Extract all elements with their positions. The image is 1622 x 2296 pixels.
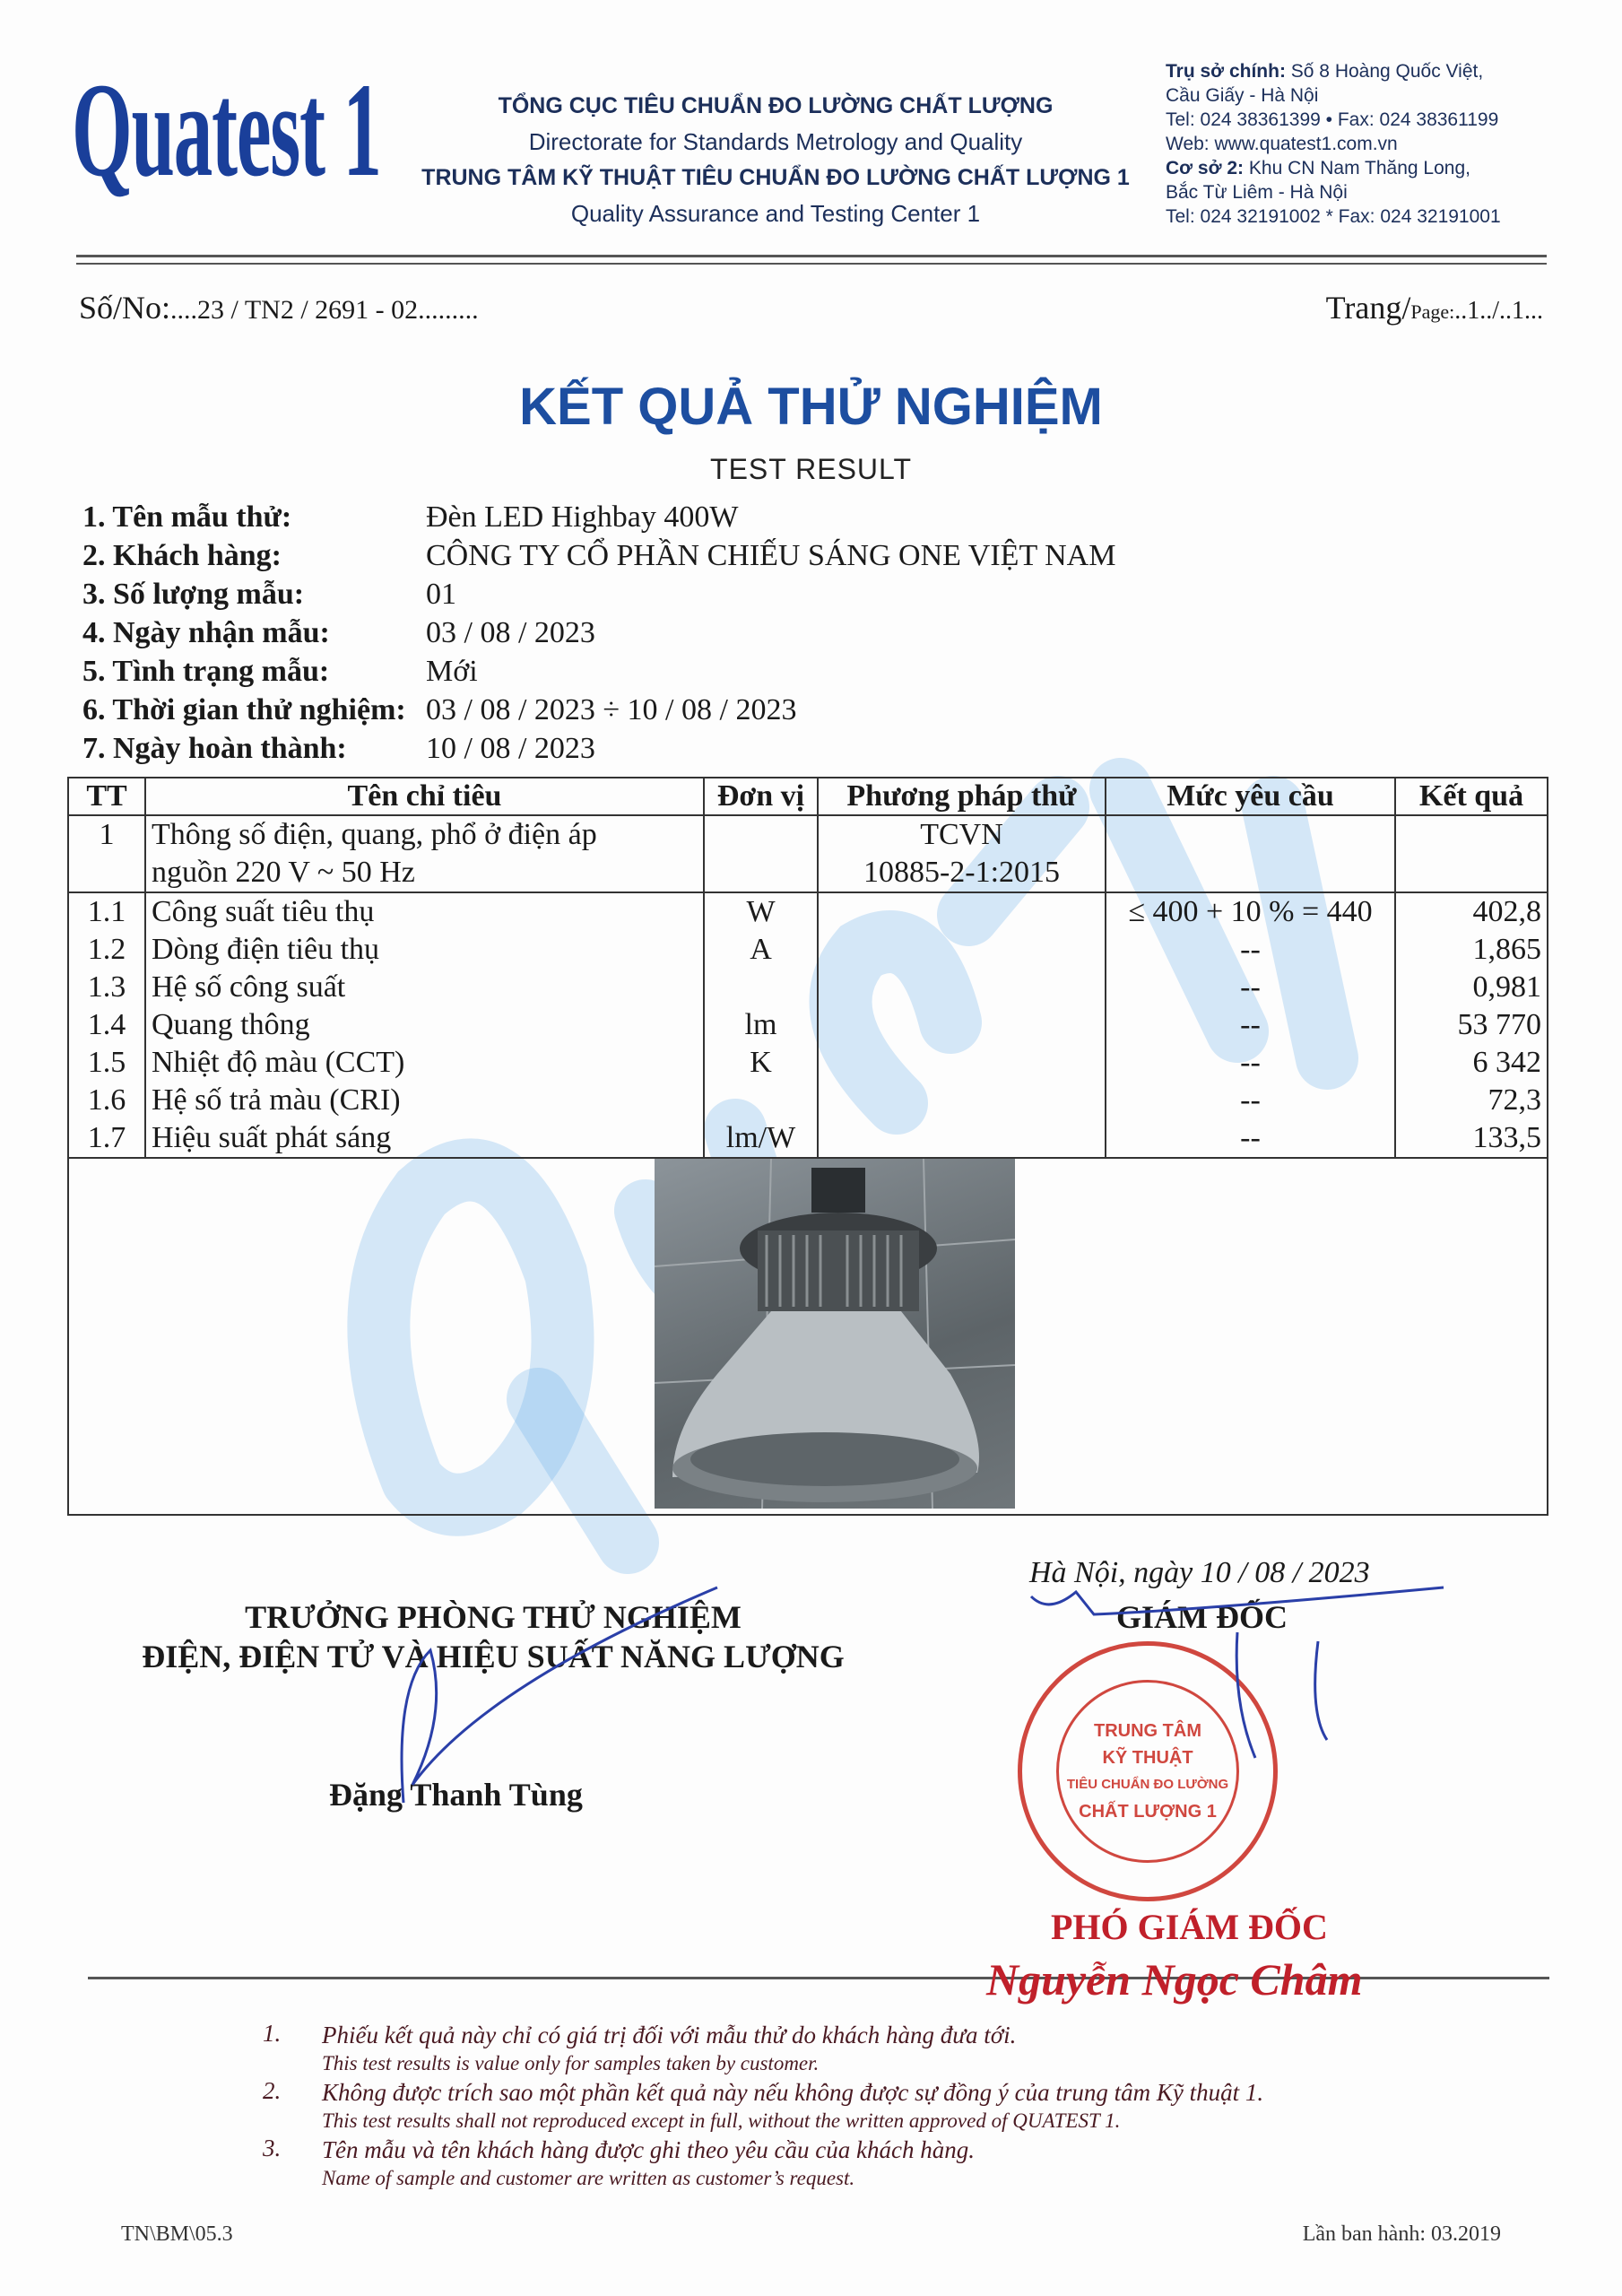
field-label: 4. Ngày nhận mẫu:	[82, 616, 330, 649]
header-unit: Đơn vị	[704, 778, 818, 815]
cell-name: Công suất tiêu thụ	[145, 892, 704, 931]
header-method: Phương pháp thử	[818, 778, 1106, 815]
field-row	[82, 693, 1115, 732]
header-divider-2	[76, 263, 1547, 265]
header-name: Tên chỉ tiêu	[145, 778, 704, 815]
results-table	[67, 777, 1548, 1159]
field-row	[82, 616, 1115, 655]
cell-unit: K	[704, 1044, 818, 1082]
field-value: 10 / 08 / 2023	[426, 732, 595, 765]
table-row	[68, 1082, 1548, 1119]
header-result: Kết quả	[1395, 778, 1548, 815]
page-label-en: Page:	[1410, 300, 1455, 323]
deputy-title: PHÓ GIÁM ĐỐC	[1051, 1907, 1328, 1947]
table-row	[68, 931, 1548, 969]
hq-label: Trụ sở chính:	[1166, 61, 1286, 82]
form-code: TN\BM\05.3	[121, 2222, 233, 2246]
field-row	[82, 578, 1115, 616]
document-title: KẾT QUẢ THỬ NGHIỆM	[519, 378, 1103, 436]
no-value: ....23 / TN2 / 2691 - 02.........	[170, 295, 479, 325]
field-value: CÔNG TY CỔ PHẦN CHIẾU SÁNG ONE VIỆT NAM	[426, 539, 1116, 572]
stamp-line: CHẤT LƯỢNG 1	[1079, 1802, 1217, 1822]
cell-name: Thông số điện, quang, phổ ở điện áp nguồn 220 V ~ 50 Hz	[145, 815, 704, 892]
branch-label: Cơ sở 2:	[1166, 158, 1245, 178]
cell-result: 133,5	[1395, 1119, 1548, 1158]
note-item: 1. Phiếu kết quả này chỉ có giá trị đối với mẫu thử do khách hàng đưa tới. This test results is value only for samples taken by customer.	[263, 2020, 1017, 2074]
note-item: 2. Không được trích sao một phần kết quả này nếu không được sự đồng ý của trung tâm Kỹ thuật 1. This test results shall not reproduced except in full, without the written approved of QUATEST 1.	[263, 2077, 1264, 2132]
org-en: Directorate for Standards Metrology and Quality	[528, 128, 1023, 155]
hq-addr1: Số 8 Hoàng Quốc Việt,	[1290, 61, 1484, 82]
cell-req: --	[1106, 969, 1395, 1006]
field-value: 03 / 08 / 2023 ÷ 10 / 08 / 2023	[426, 693, 797, 726]
cell-name: Hệ số trả màu (CRI)	[145, 1082, 704, 1119]
cell-tt: 1.1	[68, 892, 145, 931]
deputy-name: Nguyễn Ngọc Châm	[986, 1954, 1363, 2005]
header-center	[395, 88, 1157, 231]
no-label: Số/No:	[79, 290, 171, 326]
stamp-line: KỸ THUẬT	[1102, 1748, 1193, 1768]
table-header	[68, 778, 1548, 815]
document-number	[79, 289, 479, 326]
web: Web: www.quatest1.com.vn	[1166, 134, 1398, 154]
header-tt: TT	[68, 778, 145, 815]
field-row	[82, 500, 1115, 539]
cell-unit: W	[704, 892, 818, 931]
cell-req: ≤ 400 + 10 % = 440	[1106, 892, 1395, 931]
branch-tel: Tel: 024 32191002 * Fax: 024 32191001	[1166, 206, 1501, 227]
notes	[263, 2020, 1263, 2192]
page-number	[1326, 289, 1543, 326]
field-label: 7. Ngày hoàn thành:	[82, 732, 347, 765]
header-divider	[76, 255, 1547, 257]
cell-unit: A	[704, 931, 818, 969]
hq-addr2: Cầu Giấy - Hà Nội	[1166, 85, 1319, 106]
cell-unit: lm	[704, 1006, 818, 1044]
header-requirement: Mức yêu cầu	[1106, 778, 1395, 815]
stamp-line: TIÊU CHUẨN ĐO LƯỜNG	[1066, 1777, 1229, 1792]
cell-unit	[704, 1082, 818, 1119]
field-row	[82, 655, 1115, 693]
cell-result: 0,981	[1395, 969, 1548, 1006]
field-row	[82, 732, 1115, 770]
field-label: 1. Tên mẫu thử:	[82, 500, 292, 534]
table-row	[68, 1006, 1548, 1044]
quatest-logo: Quatest 1	[72, 56, 381, 204]
cell-name: Quang thông	[145, 1006, 704, 1044]
center-vi: TRUNG TÂM KỸ THUẬT TIÊU CHUẨN ĐO LƯỜNG CHẤT LƯỢNG 1	[421, 165, 1130, 190]
cell-unit	[704, 969, 818, 1006]
page-value: ..1../..1...	[1454, 297, 1543, 325]
dept-head-signature	[377, 1578, 753, 1812]
sample-photo	[655, 1159, 1015, 1509]
cell-tt: 1.4	[68, 1006, 145, 1044]
cell-name: Dòng điện tiêu thụ	[145, 931, 704, 969]
cell-tt: 1	[68, 815, 145, 892]
cell-unit: lm/W	[704, 1119, 818, 1158]
cell-tt: 1.3	[68, 969, 145, 1006]
field-value: Đèn LED Highbay 400W	[426, 500, 739, 534]
place-date: Hà Nội, ngày 10 / 08 / 2023	[1029, 1556, 1370, 1589]
cell-name: Hệ số công suất	[145, 969, 704, 1006]
org-vi: TỔNG CỤC TIÊU CHUẨN ĐO LƯỜNG CHẤT LƯỢNG	[498, 93, 1054, 118]
dept-title-1: TRƯỞNG PHÒNG THỬ NGHIỆM	[245, 1599, 742, 1635]
cell-req: --	[1106, 1006, 1395, 1044]
dept-head-name: Đặng Thanh Tùng	[329, 1777, 583, 1813]
cell-req: --	[1106, 1044, 1395, 1082]
sample-fields	[82, 500, 1115, 770]
field-value: Mới	[426, 655, 478, 688]
cell-req: --	[1106, 1119, 1395, 1158]
hq-tel: Tel: 024 38361399 • Fax: 024 38361199	[1166, 109, 1499, 130]
cell-req: --	[1106, 1082, 1395, 1119]
highbay-lamp-image	[655, 1159, 1015, 1509]
director-signature	[1022, 1578, 1453, 1776]
cell-result: 6 342	[1395, 1044, 1548, 1082]
director-title: GIÁM ĐỐC	[1116, 1599, 1288, 1635]
table-row	[68, 1119, 1548, 1158]
table-row	[68, 969, 1548, 1006]
cell-result: 402,8	[1395, 892, 1548, 931]
field-value: 01	[426, 578, 456, 611]
table-row-group	[68, 815, 1548, 892]
cell-name: Nhiệt độ màu (CCT)	[145, 1044, 704, 1082]
note-item: 3. Tên mẫu và tên khách hàng được ghi theo yêu cầu của khách hàng. Name of sample and customer are written as customer’s request.	[263, 2135, 975, 2189]
issue-date: Lần ban hành: 03.2019	[1302, 2222, 1501, 2246]
field-label: 6. Thời gian thử nghiệm:	[82, 693, 406, 726]
cell-tt: 1.2	[68, 931, 145, 969]
branch-addr2: Bắc Từ Liêm - Hà Nội	[1166, 182, 1348, 203]
cell-tt: 1.7	[68, 1119, 145, 1158]
stamp-line: TRUNG TÂM	[1094, 1721, 1201, 1741]
cell-method: TCVN 10885-2-1:2015	[818, 815, 1106, 892]
field-label: 3. Số lượng mẫu:	[82, 578, 305, 611]
field-row	[82, 539, 1115, 578]
center-en: Quality Assurance and Testing Center 1	[570, 200, 981, 227]
contact-info	[1166, 59, 1501, 229]
branch-addr1: Khu CN Nam Thăng Long,	[1248, 158, 1470, 178]
cell-tt: 1.5	[68, 1044, 145, 1082]
cell-result: 72,3	[1395, 1082, 1548, 1119]
dept-title-2: ĐIỆN, ĐIỆN TỬ VÀ HIỆU SUẤT NĂNG LƯỢNG	[142, 1639, 845, 1674]
table-row	[68, 892, 1548, 931]
cell-req: --	[1106, 931, 1395, 969]
field-value: 03 / 08 / 2023	[426, 616, 595, 649]
cell-name: Hiệu suất phát sáng	[145, 1119, 704, 1158]
cell-tt: 1.6	[68, 1082, 145, 1119]
document-subtitle: TEST RESULT	[710, 453, 912, 485]
cell-result: 53 770	[1395, 1006, 1548, 1044]
page-label: Trang/	[1325, 290, 1411, 326]
table-row	[68, 1044, 1548, 1082]
cell-result: 1,865	[1395, 931, 1548, 969]
field-label: 2. Khách hàng:	[82, 539, 282, 572]
field-label: 5. Tình trạng mẫu:	[82, 655, 330, 688]
